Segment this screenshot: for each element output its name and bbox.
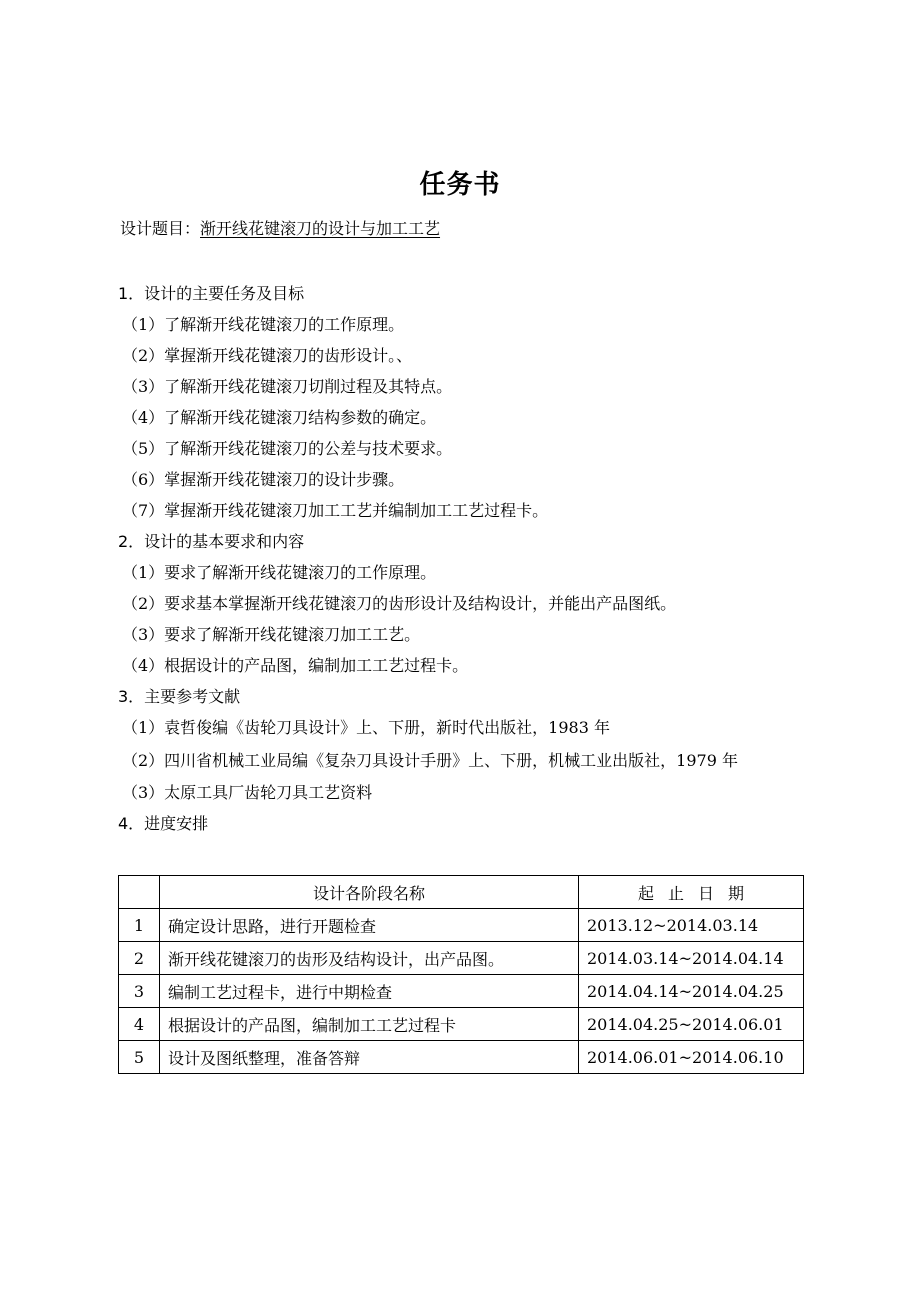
design-topic — [120, 216, 440, 239]
schedule-table — [118, 875, 804, 1074]
section-heading-schedule: 4．进度安排 — [118, 814, 209, 833]
task-item: （7）掌握渐开线花键滚刀加工工艺并编制加工工艺过程卡。 — [122, 501, 549, 520]
schedule-row-date: 2014.03.14~2014.04.14 — [579, 942, 804, 975]
reference-item — [118, 743, 808, 777]
schedule-row-num: 2 — [119, 942, 160, 975]
requirement-item: （2）要求基本掌握渐开线花键滚刀的齿形设计及结构设计，并能出产品图纸。 — [122, 594, 677, 613]
schedule-row-date: 2013.12~2014.03.14 — [579, 909, 804, 942]
task-item: （3）了解渐开线花键滚刀切削过程及其特点。 — [122, 377, 453, 396]
schedule-header-num — [119, 876, 160, 909]
task-item: （6）掌握渐开线花键滚刀的设计步骤。 — [122, 470, 405, 489]
schedule-row-stage: 根据设计的产品图，编制加工工艺过程卡 — [160, 1008, 579, 1041]
page-title: 任务书 — [419, 170, 501, 200]
task-item: （4）了解渐开线花键滚刀结构参数的确定。 — [122, 408, 437, 427]
section-heading-requirements: 2．设计的基本要求和内容 — [118, 532, 305, 551]
requirement-item: （4）根据设计的产品图，编制加工工艺过程卡。 — [122, 656, 469, 675]
task-body — [118, 278, 808, 839]
schedule-row-date: 2014.06.01~2014.06.10 — [579, 1041, 804, 1074]
task-item: （5）了解渐开线花键滚刀的公差与技术要求。 — [122, 439, 453, 458]
schedule-header-row — [119, 876, 804, 909]
reference-item: （1）袁哲俊编《齿轮刀具设计》上、下册，新时代出版社，1983 年 — [122, 718, 610, 737]
reference-item-text: （2）四川省机械工业局编《复杂刀具设计手册》上、下册，机械工业出版社，1979 年 — [122, 751, 738, 770]
schedule-row-num: 4 — [119, 1008, 160, 1041]
schedule-row — [119, 909, 804, 942]
schedule-header-stage: 设计各阶段名称 — [160, 876, 579, 909]
schedule-row-num: 3 — [119, 975, 160, 1008]
schedule-row-date: 2014.04.14~2014.04.25 — [579, 975, 804, 1008]
reference-item: （3）太原工具厂齿轮刀具工艺资料 — [122, 783, 373, 802]
schedule-row-num: 5 — [119, 1041, 160, 1074]
schedule-row-num: 1 — [119, 909, 160, 942]
task-item: （2）掌握渐开线花键滚刀的齿形设计。、 — [122, 346, 413, 365]
requirement-item: （1）要求了解渐开线花键滚刀的工作原理。 — [122, 563, 437, 582]
requirement-item: （3）要求了解渐开线花键滚刀加工工艺。 — [122, 625, 421, 644]
schedule-row-stage: 确定设计思路，进行开题检查 — [160, 909, 579, 942]
section-heading-references: 3．主要参考文献 — [118, 687, 241, 706]
schedule-row — [119, 942, 804, 975]
schedule-row-stage: 渐开线花键滚刀的齿形及结构设计，出产品图。 — [160, 942, 579, 975]
section-heading-tasks: 1．设计的主要任务及目标 — [118, 284, 305, 303]
schedule-row — [119, 1041, 804, 1074]
design-topic-label: 设计题目： — [120, 219, 201, 238]
task-item: （1）了解渐开线花键滚刀的工作原理。 — [122, 315, 405, 334]
schedule-row-date: 2014.04.25~2014.06.01 — [579, 1008, 804, 1041]
design-topic-value: 渐开线花键滚刀的设计与加工工艺 — [200, 219, 441, 238]
schedule-header-date: 起止日期 — [579, 876, 804, 909]
schedule-row — [119, 1008, 804, 1041]
schedule-row-stage: 设计及图纸整理，准备答辩 — [160, 1041, 579, 1074]
schedule-row — [119, 975, 804, 1008]
schedule-row-stage: 编制工艺过程卡，进行中期检查 — [160, 975, 579, 1008]
